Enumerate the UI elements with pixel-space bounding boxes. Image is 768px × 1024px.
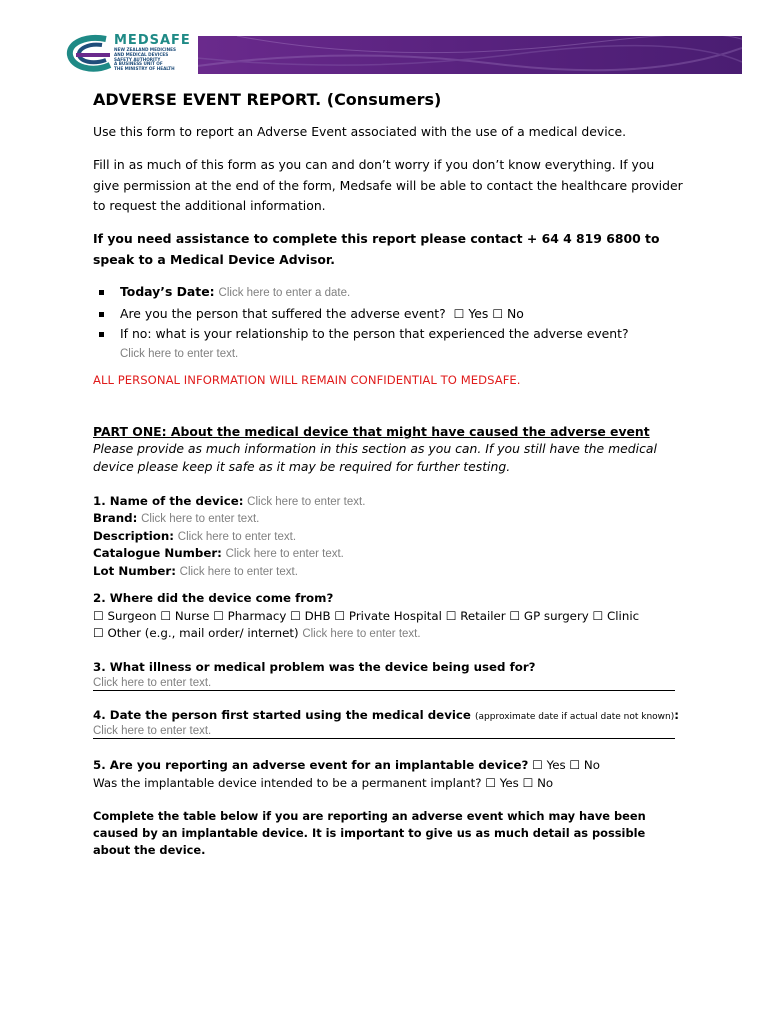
medsafe-logo (66, 33, 198, 75)
q4-note: (approximate date if actual date not known) (475, 712, 675, 722)
yes-label: Yes (546, 758, 566, 772)
lot-field[interactable]: Click here to enter text. (179, 565, 298, 578)
brand-row (93, 510, 365, 527)
q2-label: 2. Where did the device come from? (93, 591, 334, 605)
intro-text: Use this form to report an Adverse Event associated with the use of a medical device. (93, 124, 627, 139)
private-hospital-checkbox[interactable]: ☐ (334, 609, 346, 623)
logo-subtitle-line: AND MEDICAL DEVICES (114, 51, 169, 57)
option-label: Retailer (460, 609, 506, 623)
confidential-notice: ALL PERSONAL INFORMATION WILL REMAIN CONFIDENTIAL TO MEDSAFE. (93, 373, 521, 387)
logo-swoosh-icon (66, 33, 112, 75)
other-field[interactable]: Click here to enter text. (302, 628, 421, 640)
logo-subtitle-line: A BUSINESS UNIT OF (114, 61, 163, 67)
header-banner (197, 36, 742, 74)
q5-label: 5. Are you reporting an adverse event for an implantable device? (93, 758, 529, 772)
logo-wordmark: MEDSAFE (114, 33, 191, 48)
q3-underline (93, 690, 675, 691)
list-item (96, 324, 629, 345)
q2-other-row (93, 626, 421, 640)
option-label: Nurse (174, 609, 210, 623)
q4-underline (93, 738, 675, 739)
date-field[interactable]: Click here to enter a date. (218, 287, 351, 299)
page-title: ADVERSE EVENT REPORT. (Consumers) (93, 90, 442, 109)
clinic-checkbox[interactable]: ☐ (592, 609, 604, 623)
device-name-row (93, 493, 365, 510)
person-question: Are you the person that suffered the adverse event? (120, 305, 446, 321)
no-label: No (537, 776, 554, 790)
option-label: Clinic (607, 609, 640, 623)
brand-field[interactable]: Click here to enter text. (141, 513, 260, 526)
gp-surgery-checkbox[interactable]: ☐ (509, 609, 521, 623)
part-one-instructions: Please provide as much information in this section as you can. If you still have the medical device please keep it safe as it may be required for further testing. (93, 441, 657, 474)
banner-pattern (197, 36, 742, 74)
option-label: Surgeon (107, 609, 157, 623)
q3-answer-row (93, 675, 211, 689)
list-item (96, 282, 629, 304)
description-label: Description: (93, 528, 175, 543)
fill-in-text: Fill in as much of this form as you can and don’t worry if you don’t know everything. If you give permission at the end of the form, Medsafe will be able to contact the healthcare provider to request the additional information. (93, 157, 683, 213)
catalogue-label: Catalogue Number: (93, 546, 222, 561)
logo-subtitle-line: THE MINISTRY OF HEALTH (114, 66, 175, 72)
no-label: No (583, 758, 600, 772)
surgeon-checkbox[interactable]: ☐ (93, 609, 104, 623)
no-checkbox[interactable]: ☐ (492, 306, 504, 321)
description-row (93, 528, 365, 545)
description-field[interactable]: Click here to enter text. (177, 530, 297, 543)
option-label: GP surgery (523, 609, 589, 623)
q2-options (93, 609, 639, 623)
device-fields (93, 493, 365, 580)
permanent-yes-checkbox[interactable]: ☐ (485, 776, 497, 790)
q5-sub-row (93, 776, 553, 790)
no-label: No (507, 305, 524, 321)
retailer-checkbox[interactable]: ☐ (445, 609, 457, 623)
dhb-checkbox[interactable]: ☐ (290, 609, 301, 623)
option-label: Pharmacy (227, 609, 287, 623)
logo-subtitle-line: NEW ZEALAND MEDICINES (114, 47, 177, 52)
logo-subtitle-line: SAFETY AUTHORITY (114, 56, 161, 62)
header (66, 33, 742, 75)
other-checkbox[interactable]: ☐ (93, 626, 104, 640)
q4-answer-row (93, 723, 211, 737)
q5-row (93, 758, 600, 772)
q5-yes-checkbox[interactable]: ☐ (532, 758, 543, 772)
bullet-list (96, 282, 629, 362)
q5-sub-label: Was the implantable device intended to be a permanent implant? (93, 776, 482, 790)
q3-field[interactable]: Click here to enter text. (93, 677, 212, 689)
yes-checkbox[interactable]: ☐ (453, 306, 465, 321)
nurse-checkbox[interactable]: ☐ (160, 609, 172, 623)
option-label: Private Hospital (348, 609, 442, 623)
date-label: Today’s Date: (120, 284, 215, 299)
permanent-no-checkbox[interactable]: ☐ (522, 776, 534, 790)
logo-subtitle (114, 48, 196, 72)
list-item (96, 304, 629, 325)
lot-row (93, 563, 365, 580)
device-name-label: 1. Name of the device: (93, 494, 244, 508)
relationship-field[interactable]: Click here to enter text. (120, 347, 239, 360)
lot-label: Lot Number: (93, 563, 176, 578)
table-note: Complete the table below if you are reporting an adverse event which may have been caused by an implantable device. It is important to give us as much detail as possible about the device. (93, 809, 646, 857)
option-label: DHB (304, 609, 331, 623)
yes-label: Yes (499, 776, 519, 790)
device-name-field[interactable]: Click here to enter text. (247, 496, 366, 508)
other-label: Other (e.g., mail order/ internet) (107, 626, 299, 640)
yes-label: Yes (468, 305, 489, 321)
catalogue-row (93, 545, 365, 562)
pharmacy-checkbox[interactable]: ☐ (213, 609, 224, 623)
relationship-question: If no: what is your relationship to the person that experienced the adverse event? (120, 326, 629, 341)
q5-no-checkbox[interactable]: ☐ (569, 758, 581, 772)
part-one-heading: PART ONE: About the medical device that might have caused the adverse event (93, 424, 650, 439)
q3-label: 3. What illness or medical problem was the device being used for? (93, 660, 536, 674)
brand-label: Brand: (93, 511, 138, 526)
q4-field[interactable]: Click here to enter text. (93, 725, 212, 737)
assistance-text: If you need assistance to complete this report please contact + 64 4 819 6800 to speak to a Medical Device Advisor. (93, 231, 660, 267)
q4-label: 4. Date the person first started using the medical device (93, 708, 471, 722)
catalogue-field[interactable]: Click here to enter text. (225, 548, 344, 561)
relationship-row (96, 345, 629, 362)
q4-label-row: 4. Date the person first started using the medical device (approximate date if actual date not known): (93, 708, 679, 722)
